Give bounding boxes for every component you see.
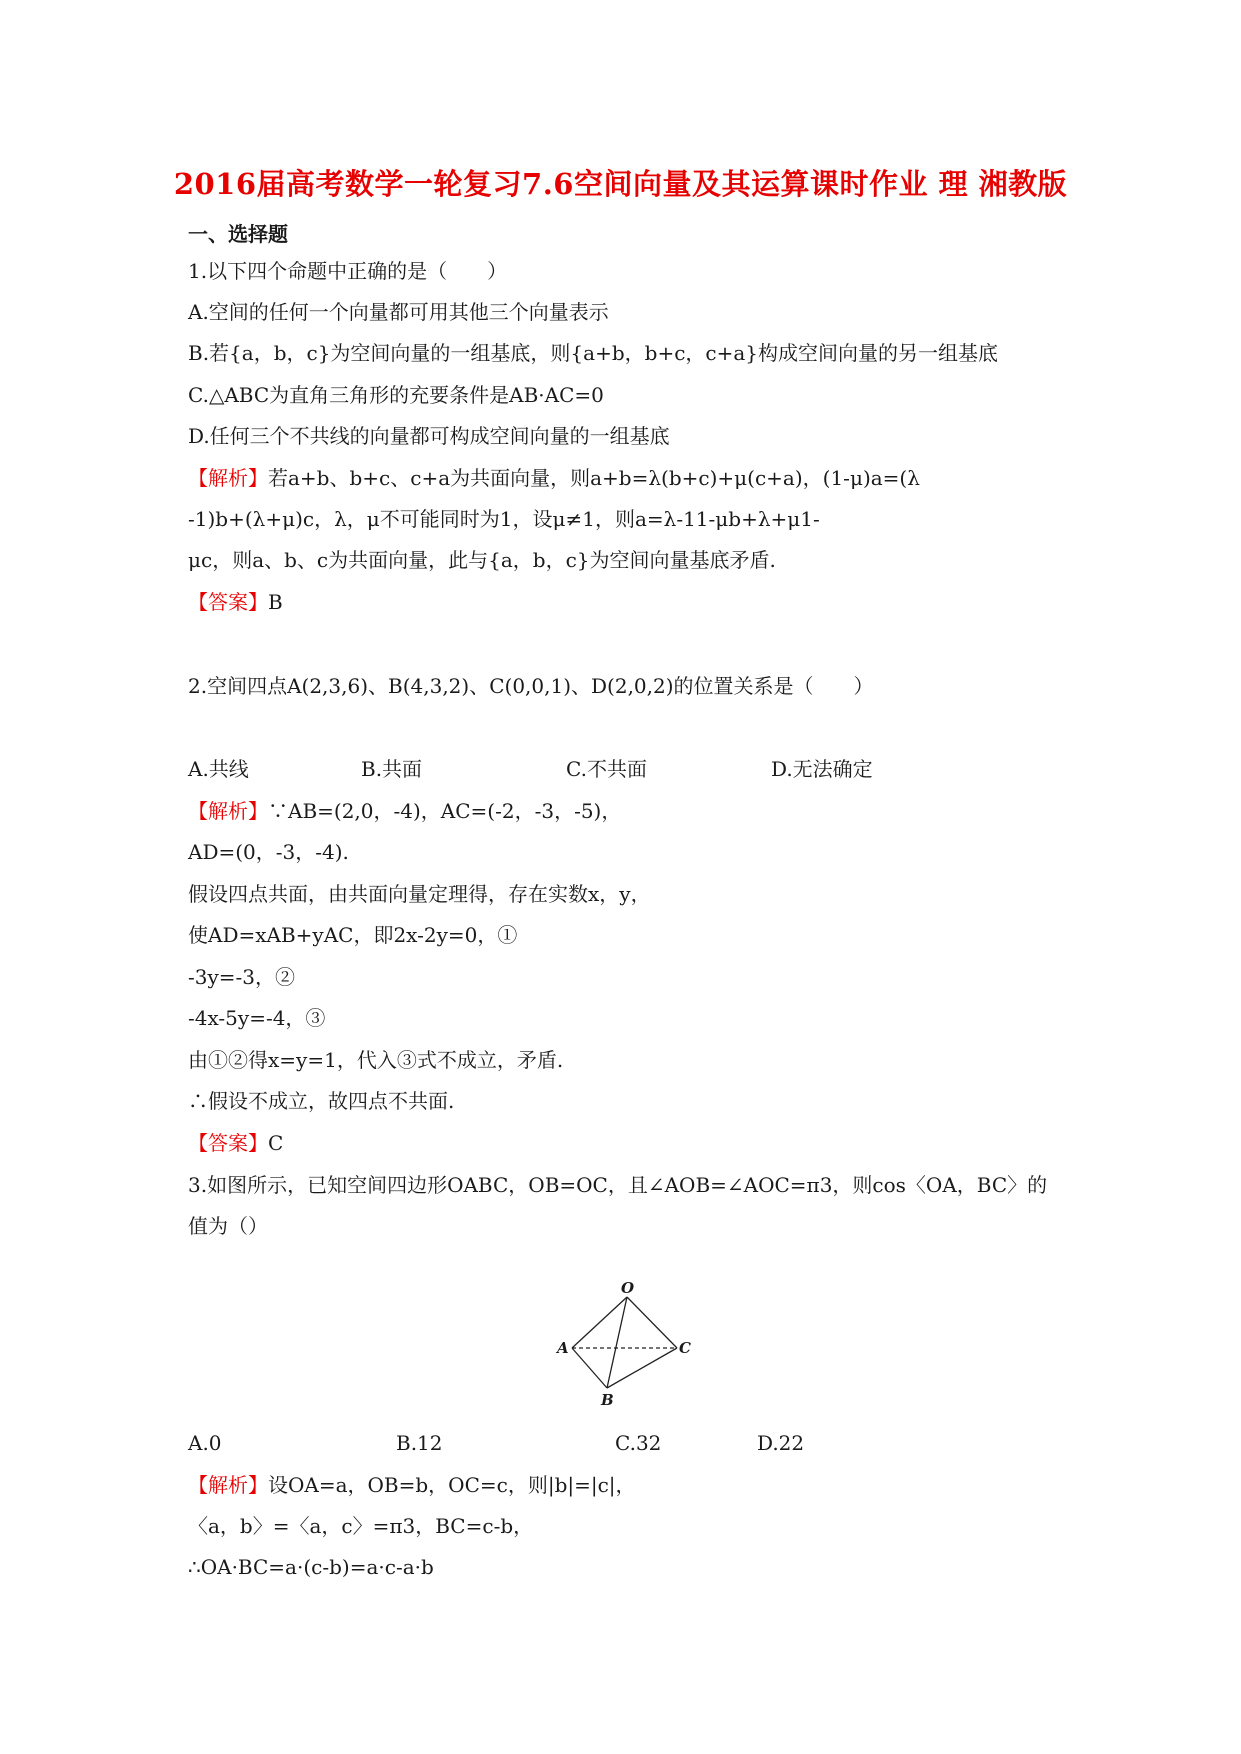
edge-ob xyxy=(607,1297,627,1388)
q1-answer: B xyxy=(268,590,283,614)
q2-analysis-line-8: ∴假设不成立，故四点不共面. xyxy=(188,1089,455,1113)
q3-option-a: A.0 xyxy=(188,1431,222,1455)
q3-analysis-line-3: ∴OA·BC=a·(c-b)=a·c-a·b xyxy=(188,1555,434,1579)
q2-option-d: D.无法确定 xyxy=(771,757,873,781)
page-title: 2016届高考数学一轮复习7.6空间向量及其运算课时作业 理 湘教版 xyxy=(173,167,1068,201)
q2-analysis-line-7: 由①②得x=y=1，代入③式不成立，矛盾. xyxy=(188,1048,564,1072)
q1-analysis-line-3: μc，则a、b、c为共面向量，此与{a，b，c}为空间向量基底矛盾. xyxy=(188,548,776,572)
q2-analysis-line-2: AD=(0，-3，-4). xyxy=(188,840,349,864)
q1-option-c: C.△ABC为直角三角形的充要条件是AB·AC=0 xyxy=(188,383,604,407)
q1-analysis-line-1 xyxy=(188,468,920,488)
edge-bc xyxy=(607,1348,677,1388)
label-c: C xyxy=(679,1339,691,1357)
q1-stem: 1.以下四个命题中正确的是（ ） xyxy=(188,259,508,283)
q3-stem-line-2: 值为（） xyxy=(188,1214,268,1238)
label-a: A xyxy=(557,1339,569,1357)
q1-analysis-line-2: -1)b+(λ+μ)c，λ，μ不可能同时为1，设μ≠1，则a=λ-11-μb+λ+μ1- xyxy=(188,507,820,531)
q3-analysis-line-2: 〈a，b〉=〈a，c〉=π3，BC=c-b， xyxy=(188,1514,534,1538)
edge-oa xyxy=(572,1297,627,1348)
q2-option-b: B.共面 xyxy=(361,757,423,781)
q2-analysis-label: 【解析】 xyxy=(188,799,268,823)
q2-answer-label: 【答案】 xyxy=(188,1131,268,1155)
q3-option-b: B.12 xyxy=(396,1431,443,1455)
q3-analysis-text-1: 设OA=a，OB=b，OC=c，则|b|=|c|， xyxy=(268,1473,636,1497)
q1-option-b: B.若{a，b，c}为空间向量的一组基底，则{a+b，b+c，c+a}构成空间向量的另一组基底 xyxy=(188,341,999,365)
q2-answer: C xyxy=(268,1131,284,1155)
edge-oc xyxy=(627,1297,677,1348)
q2-analysis-line-1 xyxy=(188,801,621,821)
q2-analysis-text-1: ∵AB=(2,0，-4)，AC=(-2，-3，-5)， xyxy=(268,799,622,823)
q1-option-a: A.空间的任何一个向量都可用其他三个向量表示 xyxy=(188,300,609,324)
q1-option-d: D.任何三个不共线的向量都可构成空间向量的一组基底 xyxy=(188,424,670,448)
tetrahedron-figure xyxy=(555,1280,695,1415)
q2-analysis-line-5: -3y=-3，② xyxy=(188,965,296,989)
q2-stem: 2.空间四点A(2,3,6)、B(4,3,2)、C(0,0,1)、D(2,0,2)的位置关系是（ ） xyxy=(188,674,874,698)
edge-ab xyxy=(572,1348,607,1388)
label-o: O xyxy=(621,1280,635,1297)
q2-analysis-line-4: 使AD=xAB+yAC，即2x-2y=0，① xyxy=(188,923,518,947)
q1-analysis-label: 【解析】 xyxy=(188,466,268,490)
q2-answer-line xyxy=(188,1133,283,1153)
label-b: B xyxy=(601,1391,614,1409)
q1-analysis-text-1: 若a+b、b+c、c+a为共面向量，则a+b=λ(b+c)+μ(c+a)，(1-μ)a=(λ xyxy=(268,466,920,490)
q3-option-c: C.32 xyxy=(615,1431,662,1455)
q2-analysis-line-3: 假设四点共面，由共面向量定理得，存在实数x，y， xyxy=(188,882,651,906)
q2-analysis-line-6: -4x-5y=-4，③ xyxy=(188,1006,326,1030)
q3-option-d: D.22 xyxy=(757,1431,805,1455)
q3-stem-line-1: 3.如图所示，已知空间四边形OABC，OB=OC，且∠AOB=∠AOC=π3，则cos〈OA，BC〉的 xyxy=(188,1173,1048,1197)
q2-option-c: C.不共面 xyxy=(566,757,647,781)
q2-option-a: A.共线 xyxy=(188,757,249,781)
q1-answer-line xyxy=(188,592,283,612)
section-heading: 一、选择题 xyxy=(188,222,288,246)
q1-answer-label: 【答案】 xyxy=(188,590,268,614)
q3-analysis-line-1 xyxy=(188,1475,636,1495)
q3-analysis-label: 【解析】 xyxy=(188,1473,268,1497)
